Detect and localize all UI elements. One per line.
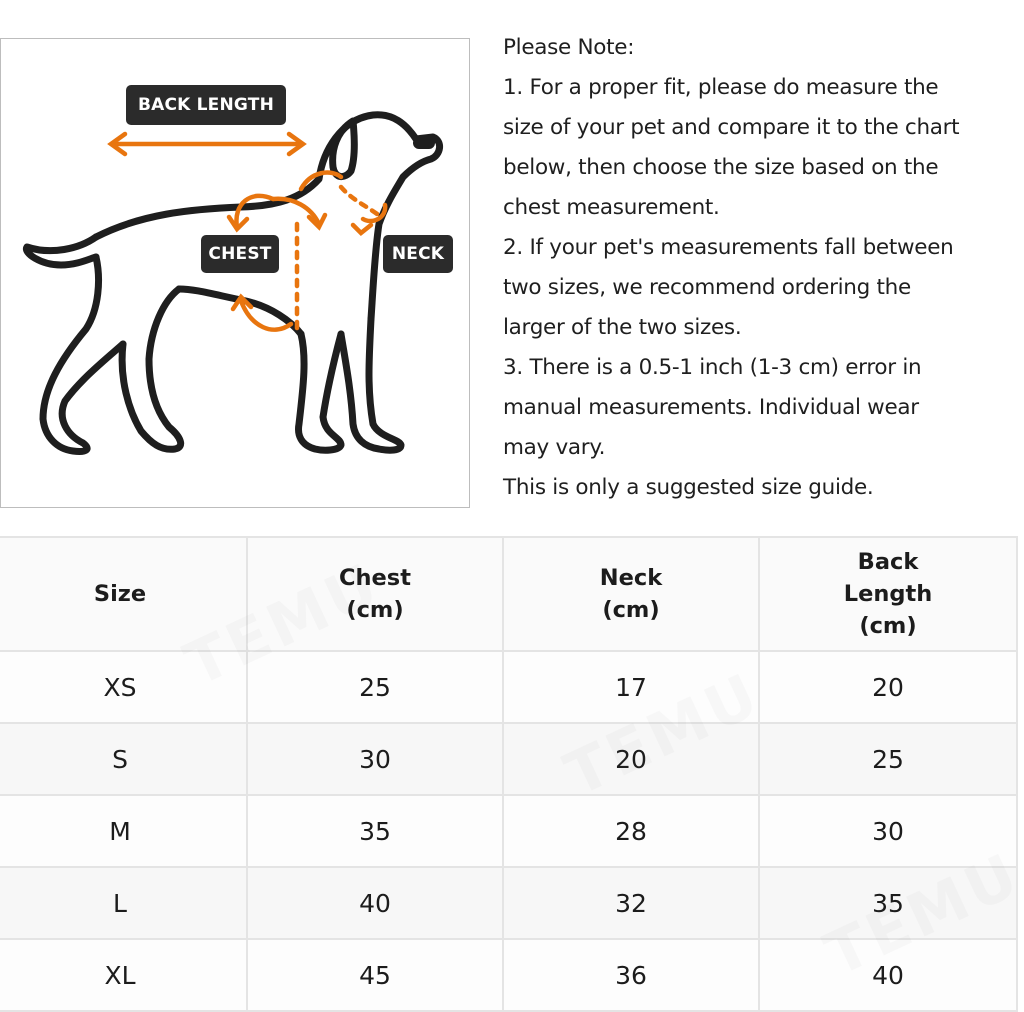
notes-line: below, then choose the size based on the — [503, 155, 939, 180]
header-chest: Chest (cm) — [247, 537, 503, 651]
cell-back-length: 25 — [759, 723, 1017, 795]
notes-line: 3. There is a 0.5-1 inch (1-3 cm) error in — [503, 355, 922, 380]
notes-line: two sizes, we recommend ordering the — [503, 275, 911, 300]
measurement-diagram — [0, 38, 470, 508]
table-row — [0, 723, 1017, 795]
dog-outline — [26, 115, 439, 452]
cell-neck: 32 — [503, 867, 759, 939]
table-row — [0, 795, 1017, 867]
notes-line: may vary. — [503, 435, 606, 460]
notes-line: This is only a suggested size guide. — [503, 475, 874, 500]
cell-size: XS — [0, 651, 247, 723]
notes-heading: Please Note: — [503, 35, 635, 60]
neck-label: NECK — [383, 235, 453, 273]
cell-back-length: 30 — [759, 795, 1017, 867]
cell-neck: 28 — [503, 795, 759, 867]
cell-chest: 45 — [247, 939, 503, 1011]
notes-line: larger of the two sizes. — [503, 315, 742, 340]
cell-neck: 17 — [503, 651, 759, 723]
header-neck: Neck (cm) — [503, 537, 759, 651]
cell-size: XL — [0, 939, 247, 1011]
cell-chest: 30 — [247, 723, 503, 795]
cell-size: L — [0, 867, 247, 939]
cell-chest: 35 — [247, 795, 503, 867]
cell-neck: 36 — [503, 939, 759, 1011]
notes-line: 2. If your pet's measurements fall between — [503, 235, 954, 260]
table-row — [0, 939, 1017, 1011]
cell-chest: 25 — [247, 651, 503, 723]
cell-neck: 20 — [503, 723, 759, 795]
cell-chest: 40 — [247, 867, 503, 939]
notes-line: 1. For a proper fit, please do measure the — [503, 75, 939, 100]
size-chart-table — [0, 536, 1018, 1012]
notes-line: chest measurement. — [503, 195, 720, 220]
size-notes — [503, 28, 1018, 508]
header-size: Size — [0, 537, 247, 651]
chest-label: CHEST — [201, 235, 279, 273]
table-row — [0, 651, 1017, 723]
cell-size: S — [0, 723, 247, 795]
table-row — [0, 867, 1017, 939]
notes-line: size of your pet and compare it to the chart — [503, 115, 960, 140]
table-header-row — [0, 537, 1017, 651]
cell-size: M — [0, 795, 247, 867]
cell-back-length: 20 — [759, 651, 1017, 723]
cell-back-length: 40 — [759, 939, 1017, 1011]
cell-back-length: 35 — [759, 867, 1017, 939]
header-back-length: Back Length (cm) — [759, 537, 1017, 651]
back-length-label: BACK LENGTH — [126, 85, 286, 125]
notes-line: manual measurements. Individual wear — [503, 395, 919, 420]
